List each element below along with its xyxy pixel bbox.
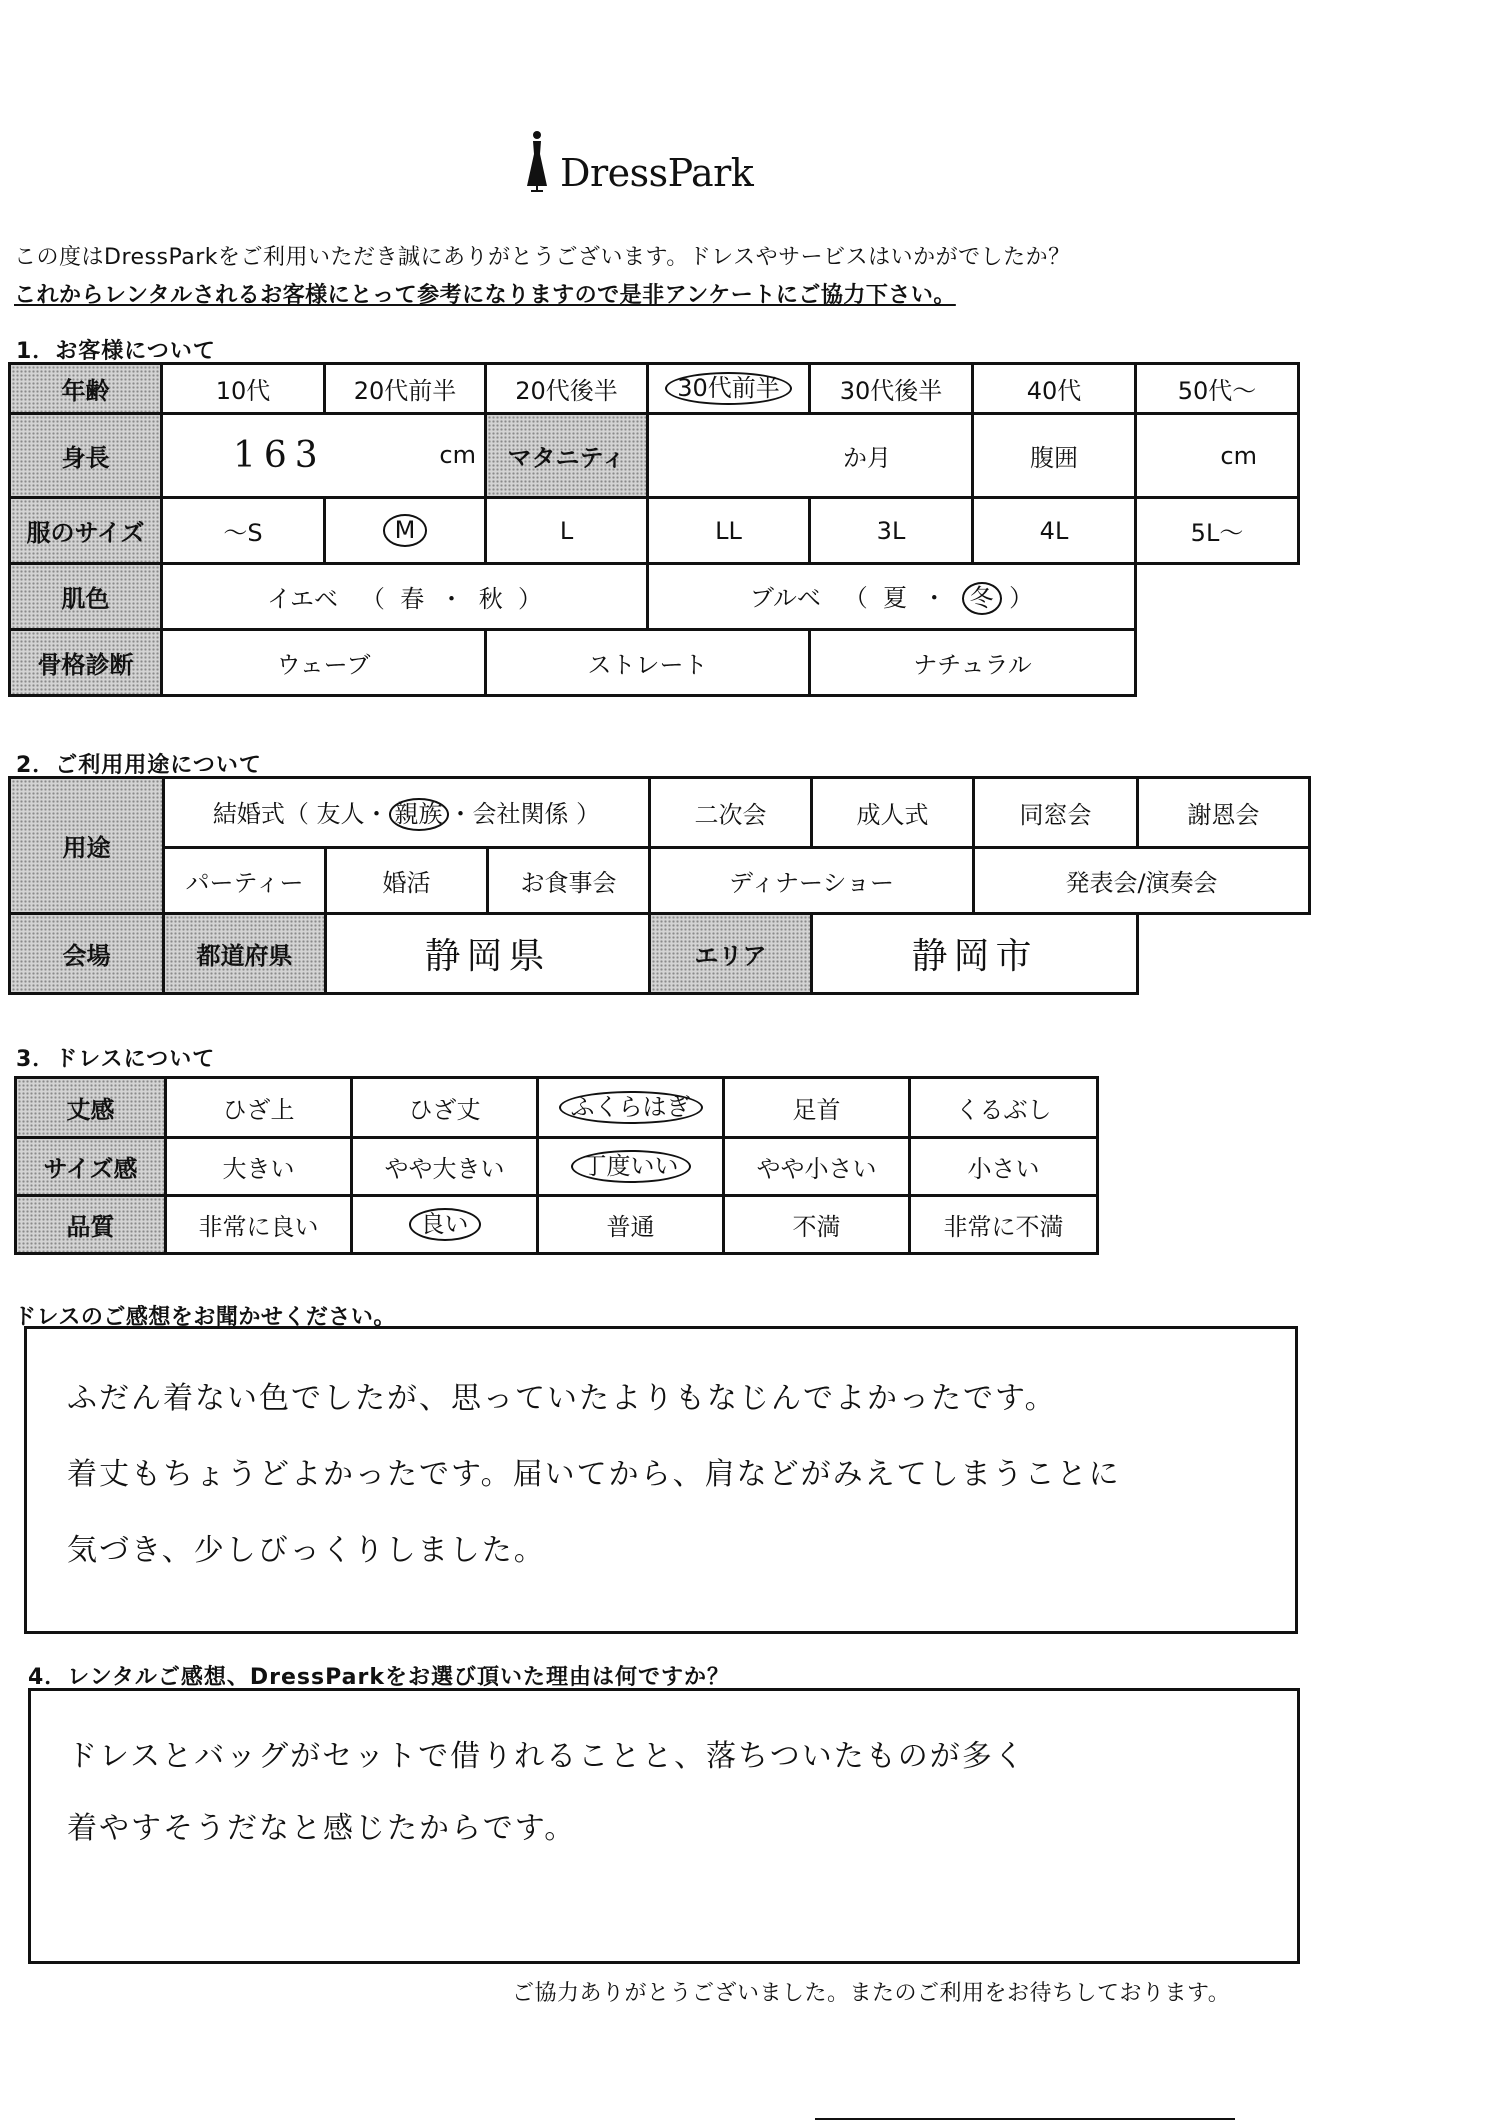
age-option[interactable]: 30代後半 [810, 364, 973, 414]
frame-option[interactable]: ストレート [486, 630, 810, 696]
purpose-label: 用途 [10, 778, 164, 914]
frame-option[interactable]: ナチュラル [810, 630, 1136, 696]
height-row [10, 414, 1299, 498]
fit-option-selected[interactable] [538, 1138, 724, 1196]
quality-option[interactable]: 非常に良い [166, 1196, 352, 1254]
frame-option[interactable]: ウェーブ [162, 630, 486, 696]
impression-line: 気づき、少しびっくりしました。 [67, 1533, 546, 1568]
fit-option[interactable]: 大きい [166, 1138, 352, 1196]
quality-option[interactable]: 不満 [724, 1196, 910, 1254]
waist-field[interactable] [1136, 414, 1299, 498]
quality-row [16, 1196, 1098, 1254]
venue-label: 会場 [10, 914, 164, 994]
brand-name: DressPark [560, 151, 754, 195]
wedding-label: 結婚式 [212, 800, 285, 829]
customer-info-table [8, 362, 1300, 697]
size-option[interactable]: L [486, 498, 648, 564]
wedding-option[interactable]: 結婚式（ 友人・ 親族 ・会社関係 ） [164, 778, 650, 848]
length-option[interactable]: ひざ丈 [352, 1078, 538, 1138]
size-label: 服のサイズ [10, 498, 162, 564]
fit-option[interactable]: やや大きい [352, 1138, 538, 1196]
reason-line: ドレスとバッグがセットで借りれることと、落ちついたものが多く [67, 1739, 1026, 1774]
length-selected-mark: ふくらはぎ [559, 1091, 703, 1124]
venue-row [10, 914, 1310, 994]
footer-thanks: ご協力ありがとうございました。またのご利用をお待ちしております。 [512, 1981, 1231, 2006]
reason-line: 着やすそうだなと感じたからです。 [67, 1811, 577, 1846]
company-option[interactable]: 会社関係 [472, 800, 569, 829]
quality-option[interactable]: 普通 [538, 1196, 724, 1254]
purpose-option[interactable]: 同窓会 [974, 778, 1138, 848]
prefecture-label: 都道府県 [164, 914, 326, 994]
height-label: 身長 [10, 414, 162, 498]
fit-option[interactable]: 小さい [910, 1138, 1098, 1196]
purpose-option[interactable]: お食事会 [488, 848, 650, 914]
age-label: 年齢 [10, 364, 162, 414]
age-selected-mark: 30代前半 [665, 372, 792, 405]
size-option[interactable]: LL [648, 498, 810, 564]
prefecture-value[interactable]: 静岡県 [326, 914, 650, 994]
frame-row-spacer [1136, 630, 1299, 696]
intro-line-2: これからレンタルされるお客様にとって参考になりますので是非アンケートにご協力下さい。 [14, 283, 956, 308]
autumn-option[interactable]: 秋 [478, 585, 503, 613]
usage-table [8, 776, 1311, 995]
age-option[interactable]: 20代後半 [486, 364, 648, 414]
section3-title: 3．ドレスについて [16, 1047, 216, 1072]
winter-option-selected[interactable]: 冬 [962, 582, 1002, 615]
purpose-option[interactable]: 二次会 [650, 778, 812, 848]
purpose-option[interactable]: 成人式 [812, 778, 974, 848]
dress-table [14, 1076, 1099, 1255]
height-field[interactable] [162, 414, 486, 498]
blue-base-option[interactable]: ブルベ （ 夏 ・ 冬 ） [648, 564, 1136, 630]
age-option[interactable]: 40代 [973, 364, 1136, 414]
skin-row [10, 564, 1299, 630]
area-label: エリア [650, 914, 812, 994]
impression-prompt: ドレスのご感想をお聞かせください。 [14, 1305, 396, 1330]
size-option[interactable]: 3L [810, 498, 973, 564]
purpose-option[interactable]: 婚活 [326, 848, 488, 914]
quality-label: 品質 [16, 1196, 166, 1254]
maternity-unit: か月 [843, 444, 891, 472]
size-option[interactable]: ～S [162, 498, 325, 564]
size-row [10, 498, 1299, 564]
dress-icon [524, 130, 550, 192]
fit-label: サイズ感 [16, 1138, 166, 1196]
height-unit: cm [439, 441, 476, 469]
fit-option[interactable]: やや小さい [724, 1138, 910, 1196]
friend-option[interactable]: 友人 [316, 800, 365, 829]
size-option-selected[interactable] [325, 498, 486, 564]
waist-unit: cm [1220, 441, 1257, 470]
waist-label: 腹囲 [973, 414, 1136, 498]
purpose-row-1 [10, 778, 1310, 848]
venue-row-spacer [1138, 914, 1310, 994]
age-option[interactable]: 20代前半 [325, 364, 486, 414]
relative-option-selected[interactable]: 親族 [389, 798, 449, 831]
purpose-option[interactable]: パーティー [164, 848, 326, 914]
length-option-selected[interactable] [538, 1078, 724, 1138]
purpose-option[interactable]: 発表会/演奏会 [974, 848, 1310, 914]
blue-base-label: ブルベ [749, 584, 821, 613]
age-row [10, 364, 1299, 414]
bottom-rule [815, 2118, 1235, 2120]
size-option[interactable]: 4L [973, 498, 1136, 564]
frame-label: 骨格診断 [10, 630, 162, 696]
fit-selected-mark: 丁度いい [571, 1150, 691, 1183]
yellow-base-label: イエベ [267, 585, 339, 613]
length-option[interactable]: くるぶし [910, 1078, 1098, 1138]
purpose-row-2 [10, 848, 1310, 914]
spring-option[interactable]: 春 [400, 585, 425, 613]
age-option[interactable]: 50代～ [1136, 364, 1299, 414]
age-option[interactable]: 10代 [162, 364, 325, 414]
length-option[interactable]: ひざ上 [166, 1078, 352, 1138]
summer-option[interactable]: 夏 [883, 584, 908, 613]
quality-option-selected[interactable] [352, 1196, 538, 1254]
maternity-field[interactable] [648, 414, 973, 498]
purpose-option[interactable]: ディナーショー [650, 848, 974, 914]
quality-selected-mark: 良い [409, 1208, 481, 1241]
fit-row [16, 1138, 1098, 1196]
length-row [16, 1078, 1098, 1138]
area-value[interactable]: 静岡市 [812, 914, 1138, 994]
reason-box[interactable] [28, 1688, 1300, 1964]
age-option-selected[interactable] [648, 364, 810, 414]
purpose-option[interactable]: 謝恩会 [1138, 778, 1310, 848]
skin-label: 肌色 [10, 564, 162, 630]
maternity-label: マタニティ [486, 414, 648, 498]
size-selected-mark: M [383, 514, 428, 547]
brand-logo [524, 130, 754, 195]
impression-line: ふだん着ない色でしたが、思っていたよりもなじんでよかったです。 [67, 1381, 1057, 1416]
section2-title: 2．ご利用用途について [16, 753, 262, 778]
intro-line-1: この度はDressParkをご利用いただき誠にありがとうございます。ドレスやサービスはいかがでしたか？ [14, 245, 1071, 270]
impression-box[interactable] [24, 1326, 1298, 1634]
section4-title: 4．レンタルご感想、DressParkをお選び頂いた理由は何ですか？ [28, 1665, 730, 1690]
yellow-base-option[interactable]: イエベ （ 春 ・ 秋 ） [162, 564, 648, 630]
length-option[interactable]: 足首 [724, 1078, 910, 1138]
length-label: 丈感 [16, 1078, 166, 1138]
height-value: 163 [233, 435, 326, 476]
skin-row-spacer [1136, 564, 1299, 630]
quality-option[interactable]: 非常に不満 [910, 1196, 1098, 1254]
size-option[interactable]: 5L～ [1136, 498, 1299, 564]
impression-line: 着丈もちょうどよかったです。届いてから、肩などがみえてしまうことに [67, 1457, 1121, 1492]
section1-title: 1．お客様について [16, 339, 216, 364]
frame-row [10, 630, 1299, 696]
